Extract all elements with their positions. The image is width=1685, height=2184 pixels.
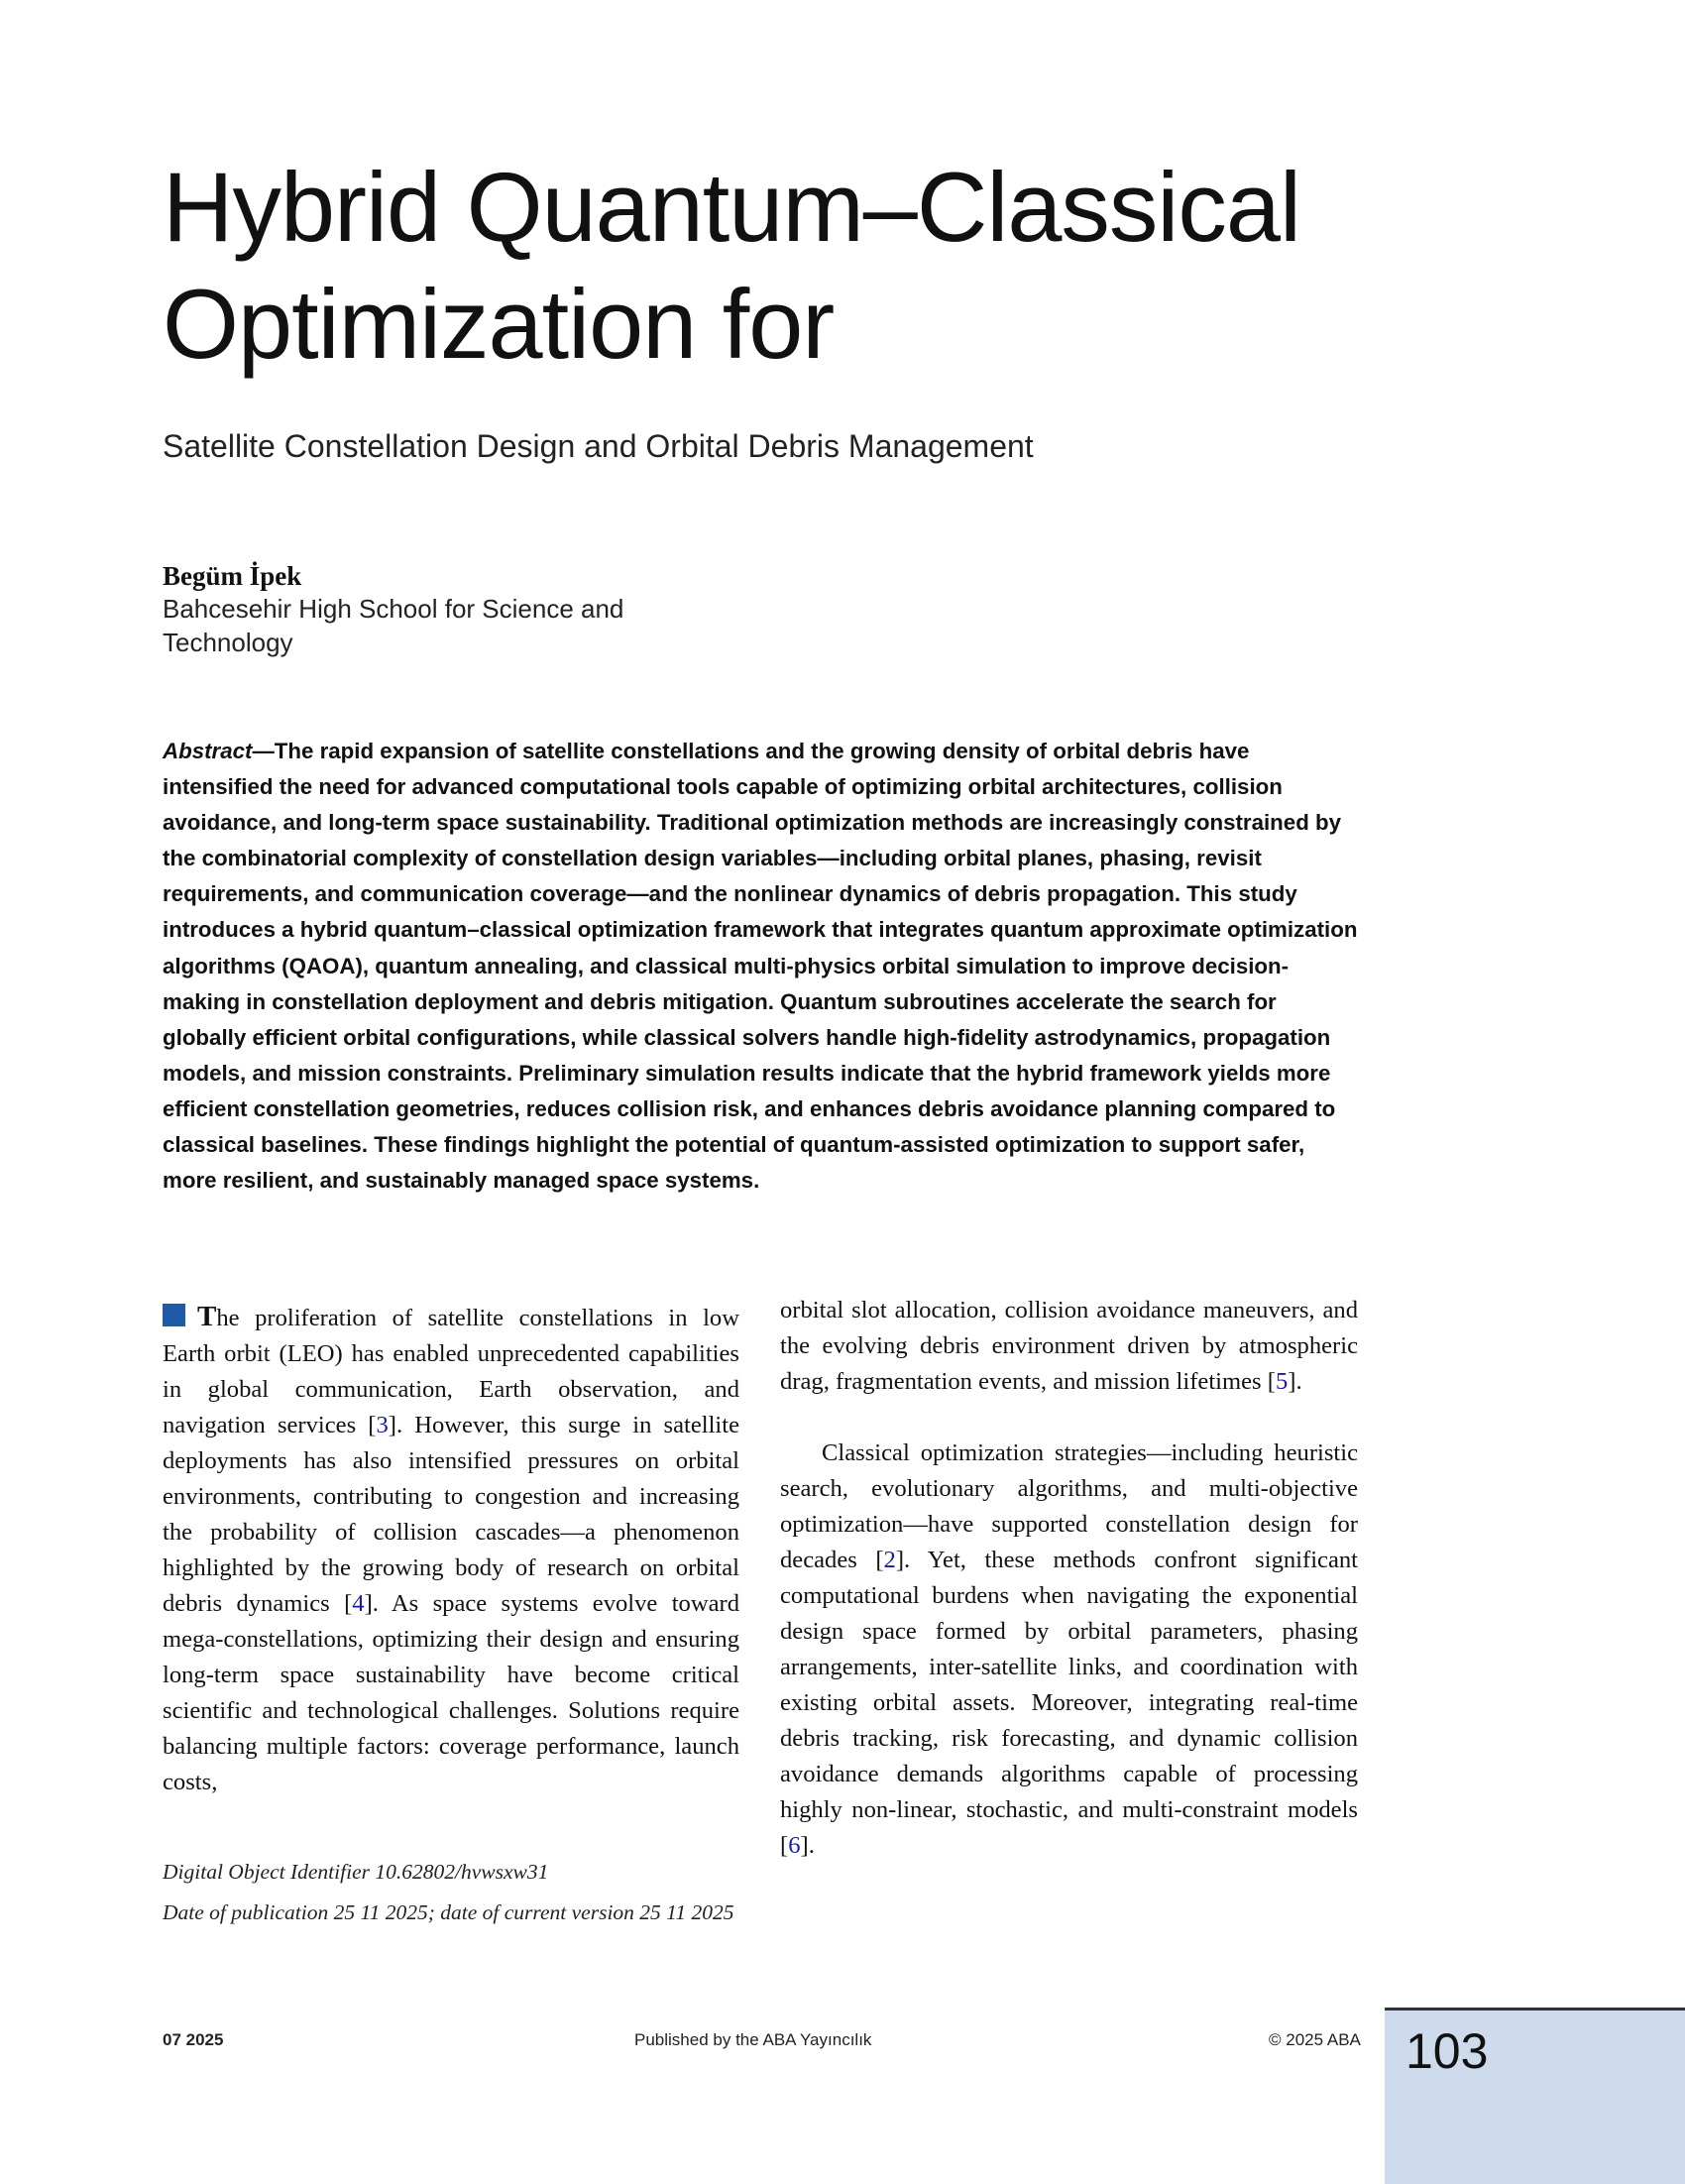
p1-text-2: ]. (1288, 1368, 1302, 1395)
footer-copyright: © 2025 ABA (1269, 2030, 1361, 2049)
doi-identifier: Digital Object Identifier 10.62802/hvwsxw31 (163, 1860, 549, 1884)
abstract-label: Abstract (163, 739, 253, 763)
body-column-left (163, 1299, 739, 1800)
intro-text-1: he proliferation of satellite constellations in low Earth orbit (LEO) has enabled unprecedented capabilities in global communication, Earth observation, and navigation services [ (163, 1305, 739, 1438)
intro-text-2: ]. However, this surge in satellite deployments has also intensified pressures on orbital environments, contributing to congestion and increasing the probability of collision cascades—a phenomenon highlighted by the growing body of research on orbital debris dynamics [ (163, 1412, 739, 1617)
page-number: 103 (1405, 2023, 1489, 2079)
p1-text-1: orbital slot allocation, collision avoidance maneuvers, and the evolving debris environment driven by atmospheric drag, fragmentation events, and mission lifetimes [ (780, 1297, 1358, 1395)
affiliation-line-1: Bahcesehir High School for Science and (163, 594, 624, 624)
citation-link-4[interactable]: 4 (352, 1590, 365, 1617)
paper-subtitle: Satellite Constellation Design and Orbital Debris Management (163, 428, 1034, 464)
citation-link-6[interactable]: 6 (788, 1832, 801, 1859)
footer-publisher: Published by the ABA Yayıncılık (634, 2030, 872, 2049)
title-line-1: Hybrid Quantum–Classical (163, 152, 1300, 262)
drop-letter: T (197, 1301, 217, 1332)
author-name: Begüm İpek (163, 561, 302, 591)
body-column-right (780, 1293, 1358, 1864)
paragraph-1-continued (780, 1293, 1358, 1400)
abstract (163, 734, 1362, 1199)
section-marker-square (163, 1304, 185, 1326)
citation-link-3[interactable]: 3 (376, 1412, 389, 1438)
p2-text-1: Classical optimization strategies—including heuristic search, evolutionary algorithms, and multi-objective optimization—have supported constellation design for decades [ (780, 1439, 1358, 1573)
publication-dates: Date of publication 25 11 2025; date of current version 25 11 2025 (163, 1900, 734, 1924)
footer-issue-date: 07 2025 (163, 2030, 224, 2049)
intro-text-3: ]. As space systems evolve toward mega-constellations, optimizing their design and ensuring long-term space sustainability have become critical scientific and technological challenges. Solutions require balancing multiple factors: coverage performance, launch costs, (163, 1590, 739, 1795)
abstract-text: —The rapid expansion of satellite constellations and the growing density of orbital debris have intensified the need for advanced computational tools capable of optimizing orbital architectures, collision avoidance, and long-term space sustainability. Traditional optimization methods are increasingly constrained by the combinatorial complexity of constellation design variables—including orbital planes, phasing, revisit requirements, and communication coverage—and the nonlinear dynamics of debris propagation. This study introduces a hybrid quantum–classical optimization framework that integrates quantum approximate optimization algorithms (QAOA), quantum annealing, and classical multi-physics orbital simulation to improve decision-making in constellation deployment and debris mitigation. Quantum subroutines accelerate the search for globally efficient orbital configurations, while classical solvers handle high-fidelity astrodynamics, propagation models, and mission constraints. Preliminary simulation results indicate that the hybrid framework yields more efficient constellation geometries, reduces collision risk, and enhances debris avoidance planning compared to classical baselines. These findings highlight the potential of quantum-assisted optimization to support safer, more resilient, and sustainably managed space systems. (163, 739, 1358, 1194)
p2-text-2: ]. Yet, these methods confront significant computational burdens when navigating the exponential design space formed by orbital parameters, phasing arrangements, inter-satellite links, and coordination with existing orbital assets. Moreover, integrating real-time debris tracking, risk forecasting, and dynamic collision avoidance demands algorithms capable of processing highly non-linear, stochastic, and multi-constraint models [ (780, 1547, 1358, 1859)
affiliation-line-2: Technology (163, 628, 293, 657)
paragraph-2 (780, 1436, 1358, 1864)
p2-text-3: ]. (800, 1832, 815, 1859)
publication-metadata (163, 1852, 739, 1933)
title-line-2: Optimization for (163, 269, 835, 379)
citation-link-5[interactable]: 5 (1275, 1368, 1289, 1395)
paper-title (163, 149, 1411, 383)
author-affiliation (163, 592, 678, 659)
citation-link-2[interactable]: 2 (883, 1547, 896, 1573)
